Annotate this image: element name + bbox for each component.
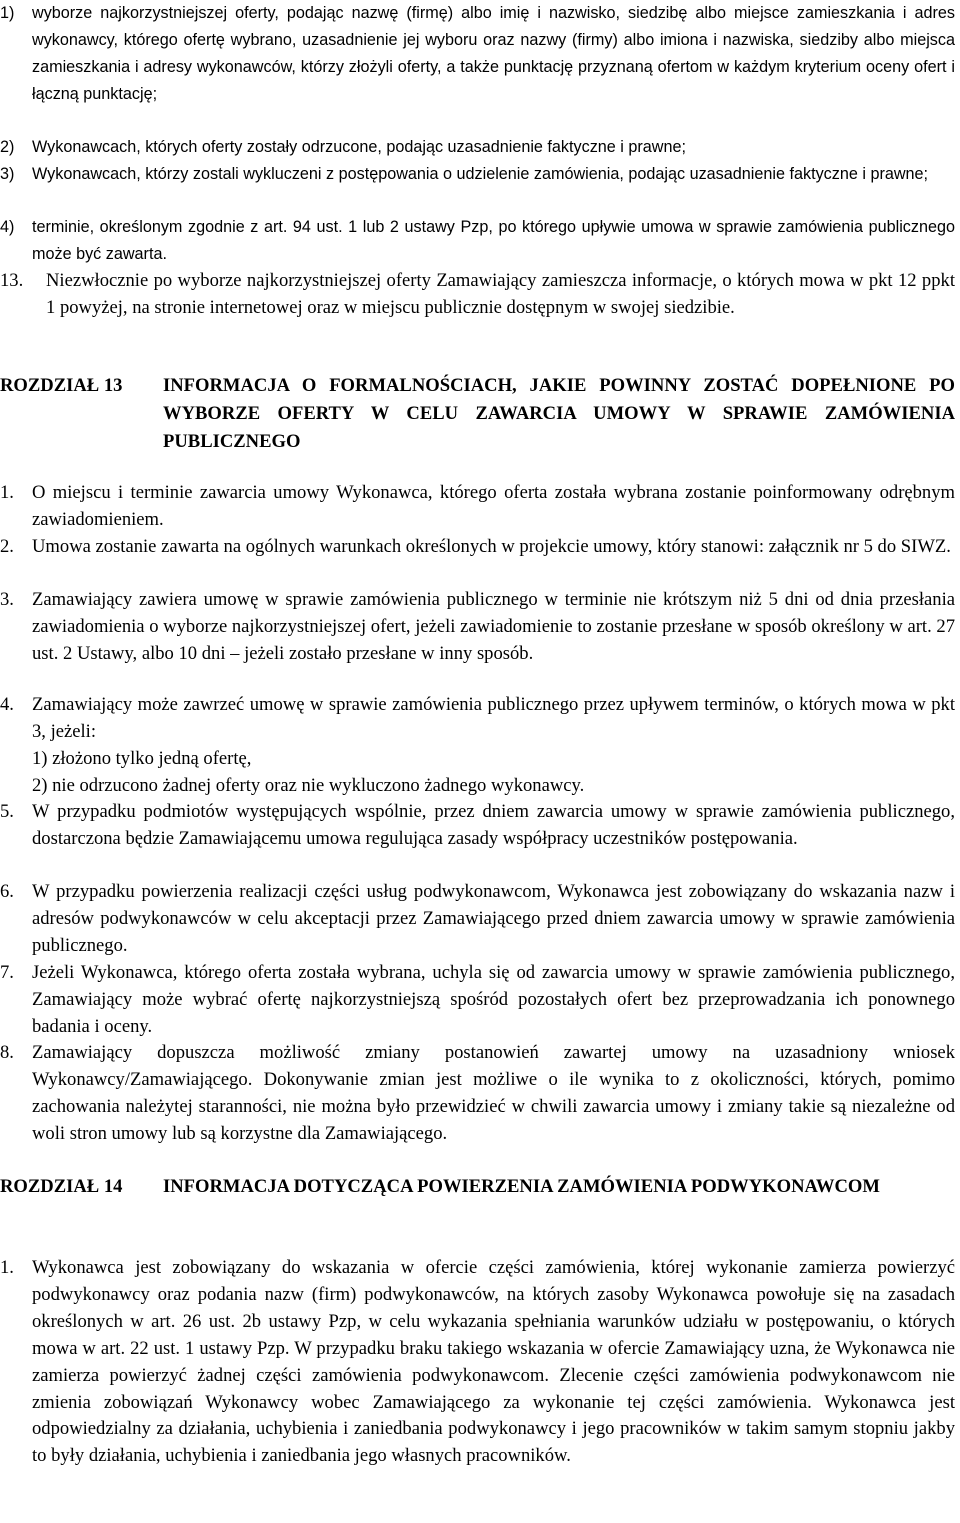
list-number: 8. (0, 1042, 14, 1063)
list-number: 1) (0, 4, 15, 22)
list-text: Wykonawca jest zobowiązany do wskazania w ofercie części zamówienia, której wykonanie zamierza powierzyć podwykonawcy oraz podania nazw (firm) podwykonawców, na których zasoby Wykonawca powołuje się na zasadach określonych w art. 26 ust. 2b ustawy Pzp, w celu wykazania spełniania warunków udziału w postępowaniu, o których mowa w art. 22 ust. 1 ustawy Pzp. W przypadku braku takiego wskazania w ofercie Zamawiający uzna, że Wykonawca nie zamierza powierzyć żadnej części zamówienia podwykonawcom. Zlecenie części zamówienia podwykonawcom nie zmienia zobowiązań Wykonawcy wobec Zamawiającego za wykonanie tej części zamówienia. Wykonawca jest odpowiedzialny za działania, uchybienia i zaniedbania podwykonawcy i jego pracowników w takim samym stopniu jakby to były działania, uchybienia i zaniedbania jego własnych pracowników. (32, 1257, 955, 1467)
list-text: Zamawiający zawiera umowę w sprawie zamówienia publicznego w terminie nie krótszym niż 5 dni od dnia przesłania zawiadomienia o wyborze najkorzystniejszej ofert, jeżeli zawiadomienie to zostanie przesłane w sposób określony w art. 27 ust. 2 Ustawy, albo 10 dni – jeżeli zostało przesłane w inny sposób. (32, 589, 955, 664)
list-item (0, 480, 955, 534)
list-number: 3. (0, 589, 14, 610)
list-item (0, 134, 955, 161)
list-text: O miejscu i terminie zawarcia umowy Wykonawca, którego oferta została wybrana zostanie poinformowany odrębnym zawiadomieniem. (32, 482, 955, 530)
sub-item: 1) złożono tylko jedną ofertę, (32, 747, 252, 769)
list-number: 2) (0, 138, 15, 156)
list-item (0, 0, 955, 108)
chapter-title: INFORMACJA DOTYCZĄCA POWIERZENIA ZAMÓWIENIA PODWYKONAWCOM (163, 1176, 880, 1197)
list-item (0, 534, 955, 561)
list-number: 4. (0, 694, 14, 715)
list-item (0, 1040, 955, 1148)
list-text: Wykonawcach, których oferty zostały odrzucone, podając uzasadnienie faktyczne i prawne; (32, 138, 686, 156)
sub-item: 2) nie odrzucono żadnej oferty oraz nie wykluczono żadnego wykonawcy. (32, 774, 585, 796)
list-text: W przypadku powierzenia realizacji części usług podwykonawcom, Wykonawca jest zobowiązany do wskazania nazw i adresów podwykonawców w celu akceptacji przez Zamawiającego przed dniem zawarcia umowy w sprawie zamówienia publicznego. (32, 881, 955, 956)
list-text: wyborze najkorzystniejszej oferty, podając nazwę (firmę) albo imię i nazwisko, siedzibę albo miejsce zamieszkania i adres wykonawcy, którego ofertę wybrano, uzasadnienie jej wyboru oraz nazwy (firmy) albo imiona i nazwiska, siedziby albo miejsca zamieszkania i adresy wykonawców, którzy złożyli oferty, a także punktację przyznaną ofertom w każdym kryterium oceny ofert i łączną punktację; (32, 4, 955, 103)
chapter-number: ROZDZIAŁ 13 (0, 375, 123, 396)
list-item (0, 587, 955, 668)
list-number: 1. (0, 482, 14, 503)
list-number: 1. (0, 1257, 14, 1278)
list-text: terminie, określonym zgodnie z art. 94 ust. 1 lub 2 ustawy Pzp, po którego upływie umowa w sprawie zamówienia publicznego może być zawarta. (32, 218, 955, 263)
list-number: 3) (0, 165, 15, 183)
chapter-14-heading (0, 1173, 955, 1201)
list-text: W przypadku podmiotów występujących wspólnie, przez dniem zawarcia umowy w sprawie zamówienia publicznego, dostarczona będzie Zamawiającemu umowa regulująca zasady współpracy uczestników postępowania. (32, 801, 955, 849)
list-item (0, 1255, 955, 1470)
list-text: Jeżeli Wykonawca, którego oferta została wybrana, uchyla się od zawarcia umowy w sprawie zamówienia publicznego, Zamawiający może wybrać ofertę najkorzystniejszą spośród pozostałych ofert bez przeprowadzania ich ponownego badania i oceny. (32, 962, 955, 1037)
paragraph-13 (0, 268, 955, 322)
list-item (0, 161, 955, 188)
list-item (0, 799, 955, 853)
chapter-13-heading (0, 372, 955, 456)
list-text: Zamawiający może zawrzeć umowę w sprawie zamówienia publicznego przez upływem terminów, o których mowa w pkt 3, jeżeli: (32, 694, 955, 742)
list-text: Wykonawcach, którzy zostali wykluczeni z postępowania o udzielenie zamówienia, podając uzasadnienie faktyczne i prawne; (32, 165, 929, 183)
chapter-number: ROZDZIAŁ 14 (0, 1176, 123, 1197)
list-number: 2. (0, 536, 14, 557)
list-text: Zamawiający dopuszcza możliwość zmiany postanowień zawartej umowy na uzasadniony wniosek Wykonawcy/Zamawiającego. Dokonywanie zmian jest możliwe o ile wynika to z okoliczności, których, pomimo zachowania należytej staranności, nie można było przewidzieć w chwili zawarcia umowy i zmiany takie są niezależne od woli stron umowy lub są korzystne dla Zamawiającego. (32, 1042, 955, 1144)
list-text: Niezwłocznie po wyborze najkorzystniejszej oferty Zamawiający zamieszcza informacje, o których mowa w pkt 12 ppkt 1 powyżej, na stronie internetowej oraz w miejscu publicznie dostępnym w swojej siedzibie. (46, 270, 955, 318)
chapter-title: INFORMACJA O FORMALNOŚCIACH, JAKIE POWINNY ZOSTAĆ DOPEŁNIONE PO WYBORZE OFERTY W CELU ZAWARCIA UMOWY W SPRAWIE ZAMÓWIENIA PUBLICZNEGO (163, 375, 955, 452)
list-number: 4) (0, 218, 15, 236)
list-number: 7. (0, 962, 14, 983)
list-item (0, 692, 955, 800)
list-number: 5. (0, 801, 14, 822)
list-item (0, 214, 955, 268)
list-number: 13. (0, 270, 24, 291)
list-number: 6. (0, 881, 14, 902)
list-item (0, 879, 955, 960)
list-item (0, 960, 955, 1041)
list-text: Umowa zostanie zawarta na ogólnych warunkach określonych w projekcie umowy, który stanowi: załącznik nr 5 do SIWZ. (32, 536, 951, 557)
